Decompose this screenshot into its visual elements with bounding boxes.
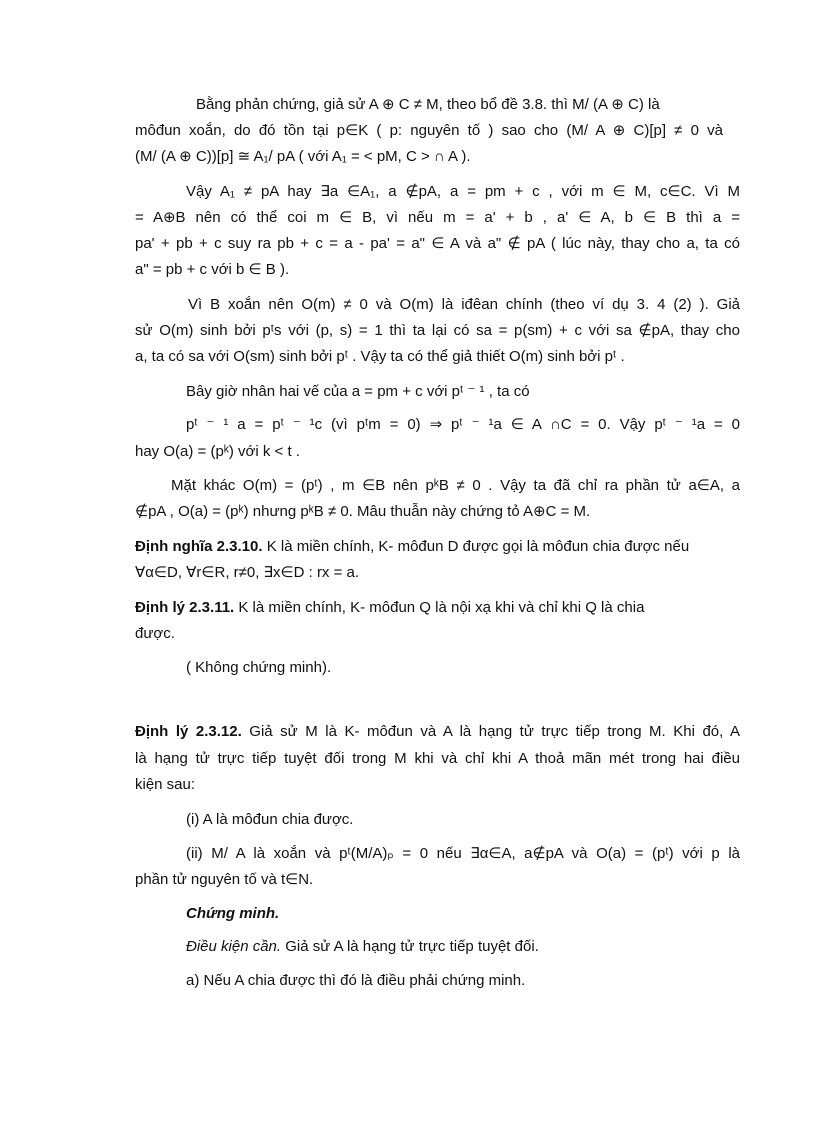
definition-2-3-10 (135, 538, 689, 556)
text-line: được. (135, 625, 175, 642)
text-line: sử O(m) sinh bởi pᵗs với (p, s) = 1 thì ta lại có sa = p(sm) + c với sa ∉pA, thay cho (135, 322, 740, 339)
text-line: pa' + pb + c suy ra pb + c = a - pa' = a" ∈ A và a" ∉ pA ( lúc này, thay cho a, ta có (135, 235, 740, 252)
text-line: môđun xoắn, do đó tồn tại p∈K ( p: nguyên tố ) sao cho (M/ A ⊕ C)[p] ≠ 0 và (135, 122, 723, 139)
theorem-text: Giả sử M là K- môđun và A là hạng tử trực tiếp trong M. Khi đó, A (241, 723, 741, 740)
text-line: hay O(a) = (pᵏ) với k < t . (135, 443, 300, 460)
text-line: là hạng tử trực tiếp tuyệt đối trong M khi và chỉ khi A thoả mãn mét trong hai điều (135, 750, 740, 767)
text-line: (M/ (A ⊕ C))[p] ≅ A₁/ pA ( với A₁ = < pM, C > ∩ A ). (135, 148, 471, 165)
proof-heading: Chứng minh. (186, 905, 280, 922)
proof-necessary (186, 938, 539, 956)
text-line: a, ta có sa với O(sm) sinh bởi pᵗ . Vậy ta có thể giả thiết O(m) sinh bởi pᵗ . (135, 348, 625, 365)
text-line: Vậy A₁ ≠ pA hay ∃a ∈A₁, a ∉pA, a = pm + c , với m ∈ M, c∈C. Vì M (186, 183, 740, 200)
text-line: = A⊕B nên có thể coi m ∈ B, vì nếu m = a' + b , a' ∈ A, b ∈ B thì a = (135, 209, 740, 226)
necessary-text: Giả sử A là hạng tử trực tiếp tuyệt đối. (281, 938, 539, 955)
text-line: Bây giờ nhân hai vế của a = pm + c với pᵗ ⁻ ¹ , ta có (186, 383, 530, 400)
theorem-heading: Định lý 2.3.11. (135, 599, 235, 616)
text-line: a" = pb + c với b ∈ B ). (135, 261, 290, 278)
theorem-2-3-11 (135, 599, 644, 617)
text-line: ∉pA , O(a) = (pᵏ) nhưng pᵏB ≠ 0. Mâu thuẫn này chứng tỏ A⊕C = M. (135, 503, 591, 520)
condition-i: (i) A là môđun chia được. (186, 811, 354, 828)
theorem-text: K là miền chính, K- môđun Q là nội xạ khi và chỉ khi Q là chia (234, 599, 645, 616)
theorem-2-3-12 (135, 723, 740, 741)
text-line: phần tử nguyên tố và t∈N. (135, 871, 314, 888)
proof-item-a: a) Nếu A chia được thì đó là điều phải chứng minh. (186, 972, 526, 989)
text-line: Mặt khác O(m) = (pᵗ) , m ∈B nên pᵏB ≠ 0 . Vậy ta đã chỉ ra phần tử a∈A, a (171, 477, 740, 494)
theorem-note: ( Không chứng minh). (186, 659, 332, 676)
definition-formula: ∀α∈D, ∀r∈R, r≠0, ∃x∈D : rx = a. (135, 564, 360, 581)
text-line: pᵗ ⁻ ¹ a = pᵗ ⁻ ¹c (vì pᵗm = 0) ⇒ pᵗ ⁻ ¹a ∈ A ∩C = 0. Vậy pᵗ ⁻ ¹a = 0 (186, 416, 740, 433)
text-line: Bằng phản chứng, giả sử A ⊕ C ≠ M, theo bổ đề 3.8. thì M/ (A ⊕ C) là (196, 96, 660, 113)
necessary-label: Điều kiện cần. (186, 938, 282, 955)
text-line: kiện sau: (135, 776, 196, 793)
definition-heading: Định nghĩa 2.3.10. (135, 538, 263, 555)
theorem-heading: Định lý 2.3.12. (135, 723, 242, 740)
definition-text: K là miền chính, K- môđun D được gọi là môđun chia được nếu (262, 538, 690, 555)
text-line: Vì B xoắn nên O(m) ≠ 0 và O(m) là iđêan chính (theo ví dụ 3. 4 (2) ). Giả (188, 296, 740, 313)
condition-ii: (ii) M/ A là xoắn và pᵗ(M/A)ₚ = 0 nếu ∃α∈A, a∉pA và O(a) = (pᵗ) với p là (186, 845, 740, 862)
